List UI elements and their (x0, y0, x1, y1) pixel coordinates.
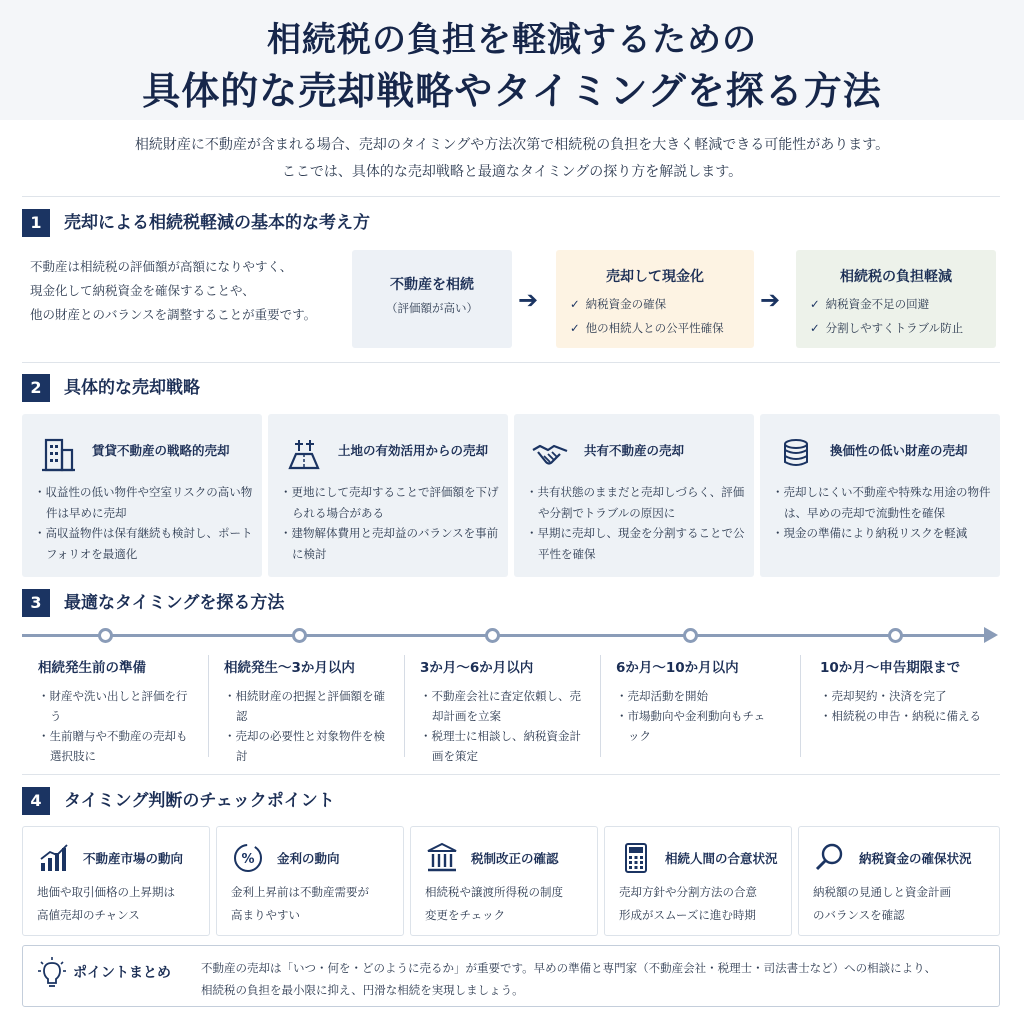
summary-title: ポイントまとめ (73, 965, 171, 981)
checkpoint-body: 売却方針や分割方法の合意 形成がスムーズに進む時期 (619, 885, 757, 922)
divider (22, 362, 1000, 363)
magnifier-icon (813, 841, 847, 875)
strategy-card (514, 414, 754, 577)
checkpoint-title: 金利の動向 (277, 851, 340, 866)
section1-text-line: 不動産は相続税の評価額が高額になりやすく、 (30, 259, 293, 274)
timeline-arrow-icon (984, 627, 998, 643)
timeline-stage (616, 656, 776, 746)
bullet-item: ・早期に売却し、現金を分割することで公平性を確保 (526, 526, 745, 561)
coins-icon (776, 434, 816, 474)
checkpoint-body: 地価や取引価格の上昇期は 高値売却のチャンス (37, 885, 175, 922)
land-icon (284, 434, 324, 474)
divider (800, 655, 801, 757)
timeline-stage (420, 656, 590, 766)
bullet-item: ・相続税の申告・納税に備える (820, 709, 981, 723)
strategy-card-title: 賃貸不動産の戦略的売却 (92, 443, 230, 458)
checkpoint-box (22, 826, 210, 936)
section4-title: タイミング判断のチェックポイント (64, 791, 335, 811)
bullet-item: ・高収益物件は保有継続も検討し、ポートフォリオを最適化 (34, 526, 253, 561)
divider (22, 774, 1000, 775)
bullet-item: ・更地にして売却することで評価額を下げられる場合がある (280, 485, 499, 520)
flow-check-item: ✓ 納税資金不足の回避 (810, 297, 930, 311)
strategy-card-body (772, 482, 992, 544)
bullet-item: ・財産や洗い出しと評価を行う (38, 689, 188, 723)
bullet-item: ・不動産会社に査定依頼し、売却計画を立案 (420, 689, 581, 723)
section4-number: 4 (22, 787, 50, 815)
section3-title: 最適なタイミングを探る方法 (64, 593, 285, 613)
checkpoint-title: 税制改正の確認 (471, 851, 559, 866)
checkpoint-body: 金利上昇前は不動産需要が 高まりやすい (231, 885, 369, 922)
section2-title: 具体的な売却戦略 (64, 378, 200, 398)
strategy-card-body (280, 482, 500, 564)
page-title-line2: 具体的な売却戦略やタイミングを探る方法 (142, 69, 882, 113)
flow-step-inherit (352, 250, 512, 348)
timeline-dot (485, 628, 500, 643)
section3-number: 3 (22, 589, 50, 617)
section2-number: 2 (22, 374, 50, 402)
section1-text-line: 他の財産とのバランスを調整することが重要です。 (30, 307, 317, 322)
checkpoint-box (798, 826, 1000, 936)
calculator-icon (619, 841, 653, 875)
check-icon: ✓ (570, 321, 580, 335)
bullet-item: ・建物解体費用と売却益のバランスを事前に検討 (280, 526, 499, 561)
checkpoint-title: 納税資金の確保状況 (859, 851, 972, 866)
flow-step-subtitle: （評価額が高い） (386, 301, 478, 315)
percent-icon (231, 841, 265, 875)
bullet-item: ・収益性の低い物件や空室リスクの高い物件は早めに売却 (34, 485, 253, 520)
stage-title: 10か月〜申告期限まで (820, 660, 961, 676)
timeline-dot (888, 628, 903, 643)
divider (600, 655, 601, 757)
svg-text:%: % (241, 852, 255, 867)
timeline-dot (292, 628, 307, 643)
timeline-line (22, 634, 988, 637)
bullet-item: ・売却契約・決済を完了 (820, 689, 947, 703)
building-icon (38, 434, 78, 474)
handshake-icon (530, 434, 570, 474)
checkpoint-box (216, 826, 404, 936)
strategy-card (22, 414, 262, 577)
flow-check-item: ✓ 分割しやすくトラブル防止 (810, 321, 964, 335)
section1-text-line: 現金化して納税資金を確保することや、 (30, 283, 255, 298)
arrow-right-icon: ➔ (518, 286, 539, 314)
summary-box (22, 945, 1000, 1007)
arrow-right-icon: ➔ (760, 286, 781, 314)
bullet-item: ・売却の必要性と対象物件を検討 (224, 729, 385, 763)
section1-title: 売却による相続税軽減の基本的な考え方 (64, 213, 370, 233)
check-icon: ✓ (570, 297, 580, 311)
bullet-item: ・売却しにくい不動産や特殊な用途の物件は、早めの売却で流動性を確保 (772, 485, 991, 520)
checkpoint-body: 相続税や譲渡所得税の制度 変更をチェック (425, 885, 563, 922)
checkpoint-title: 不動産市場の動向 (83, 851, 184, 866)
flow-step-title: 不動産を相続 (390, 277, 474, 293)
strategy-card (760, 414, 1000, 577)
checkpoint-title: 相続人間の合意状況 (665, 851, 778, 866)
timeline-dot (98, 628, 113, 643)
chart-icon (37, 841, 71, 875)
strategy-card-title: 土地の有効活用からの売却 (338, 443, 489, 458)
section1-number: 1 (22, 209, 50, 237)
intro-text-line1: 相続財産に不動産が含まれる場合、売却のタイミングや方法次第で相続税の負担を大きく軽減できる可能性があります。 (134, 137, 890, 153)
timeline-stage (38, 656, 198, 766)
flow-step-title: 売却して現金化 (606, 269, 704, 285)
divider (208, 655, 209, 757)
flow-check-item: ✓ 他の相続人との公平性確保 (570, 321, 724, 335)
bullet-item: ・現金の準備により納税リスクを軽減 (772, 526, 968, 540)
checkpoint-body: 納税額の見通しと資金計画 のバランスを確認 (813, 885, 951, 922)
lightbulb-icon (37, 956, 67, 990)
bullet-item: ・共有状態のままだと売却しづらく、評価や分割でトラブルの原因に (526, 485, 745, 520)
page-title-line1: 相続税の負担を軽減するための (267, 20, 757, 60)
pillar-icon (425, 841, 459, 875)
flow-check-item: ✓ 納税資金の確保 (570, 297, 667, 311)
bullet-item: ・税理士に相談し、納税資金計画を策定 (420, 729, 581, 763)
divider (22, 196, 1000, 197)
divider (404, 655, 405, 757)
stage-title: 相続発生前の準備 (38, 660, 146, 676)
strategy-card-body (526, 482, 746, 564)
bullet-item: ・生前贈与や不動産の売却も選択肢に (38, 729, 188, 763)
strategy-card (268, 414, 508, 577)
strategy-card-title: 換価性の低い財産の売却 (830, 443, 968, 458)
stage-title: 相続発生〜3か月以内 (224, 660, 355, 676)
intro-text-line2: ここでは、具体的な売却戦略と最適なタイミングの探り方を解説します。 (281, 164, 743, 180)
flow-step-reduce (796, 250, 996, 348)
flow-step-sell (556, 250, 754, 348)
strategy-card-body (34, 482, 254, 564)
flow-step-title: 相続税の負担軽減 (840, 269, 952, 285)
bullet-item: ・市場動向や金利動向もチェック (616, 709, 766, 743)
checkpoint-box (604, 826, 792, 936)
strategy-card-title: 共有不動産の売却 (584, 443, 685, 458)
bullet-item: ・売却活動を開始 (616, 689, 708, 703)
stage-title: 6か月〜10か月以内 (616, 660, 739, 676)
summary-text: 不動産の売却は「いつ・何を・どのように売るか」が重要です。早めの準備と専門家（不動産会社・税理士・司法書士など）への相談により、 相続税の負担を最小限に抑え、円滑な相続を実現しましょう。 (201, 961, 937, 997)
bullet-item: ・相続財産の把握と評価額を確認 (224, 689, 385, 723)
timeline-stage (224, 656, 390, 766)
checkpoint-box (410, 826, 598, 936)
section1-text (30, 255, 316, 327)
timeline-dot (683, 628, 698, 643)
check-icon: ✓ (810, 321, 820, 335)
stage-title: 3か月〜6か月以内 (420, 660, 534, 676)
timeline-stage (820, 656, 1000, 726)
check-icon: ✓ (810, 297, 820, 311)
